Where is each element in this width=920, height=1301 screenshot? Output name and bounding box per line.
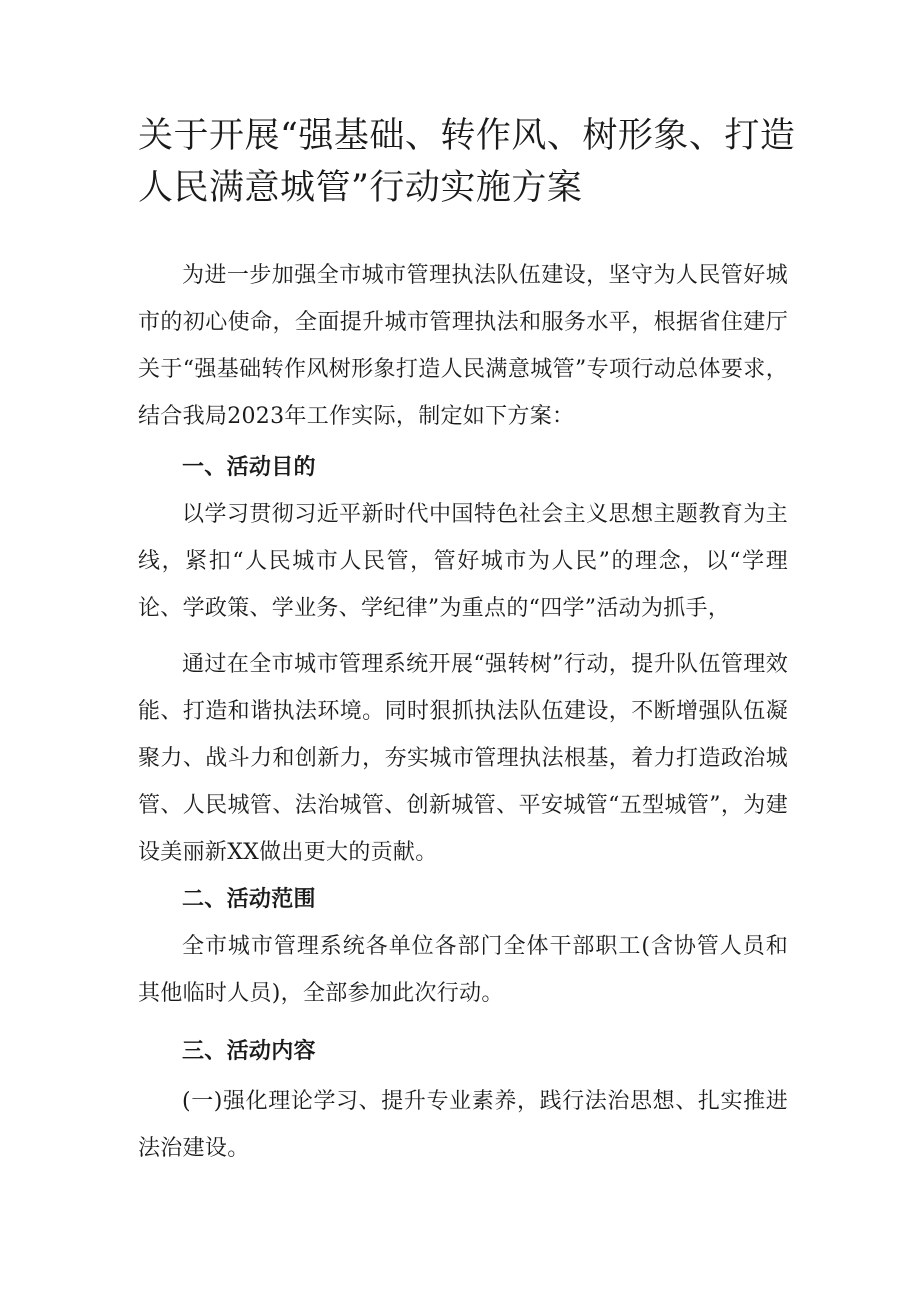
section-heading-purpose: 一、活动目的 xyxy=(182,454,316,480)
purpose-paragraph-2: 通过在全市城市管理系统开展“强转树”行动，提升队伍管理效能、打造和谐执法环境。同时狠抓执法队伍建设，不断增强队伍凝聚力、战斗力和创新力，夯实城市管理执法根基，着力打造政治城管、人民城管、法治城管、创新城管、平安城管“五型城管”，为建设美丽新XX做出更大的贡献。 xyxy=(138,652,788,865)
section-heading-scope: 二、活动范围 xyxy=(182,886,316,912)
scope-paragraph: 全市城市管理系统各单位各部门全体干部职工(含协管人员和其他临时人员)，全部参加此次行动。 xyxy=(138,934,788,1006)
content-paragraph-1: (一)强化理论学习、提升专业素养，践行法治思想、扎实推进法治建设。 xyxy=(138,1089,788,1161)
section-heading-content: 三、活动内容 xyxy=(182,1038,316,1064)
document-title: 关于开展“强基础、转作风、树形象、打造人民满意城管”行动实施方案 xyxy=(138,116,796,208)
purpose-paragraph-1: 以学习贯彻习近平新时代中国特色社会主义思想主题教育为主线，紧扣“人民城市人民管，管好城市为人民”的理念，以“学理论、学政策、学业务、学纪律”为重点的“四学”活动为抓手， xyxy=(138,502,788,621)
intro-paragraph: 为进一步加强全市城市管理执法队伍建设，坚守为人民管好城市的初心使命，全面提升城市管理执法和服务水平，根据省住建厅关于“强基础转作风树形象打造人民满意城管”专项行动总体要求，结合我局2023年工作实际，制定如下方案： xyxy=(138,263,788,429)
